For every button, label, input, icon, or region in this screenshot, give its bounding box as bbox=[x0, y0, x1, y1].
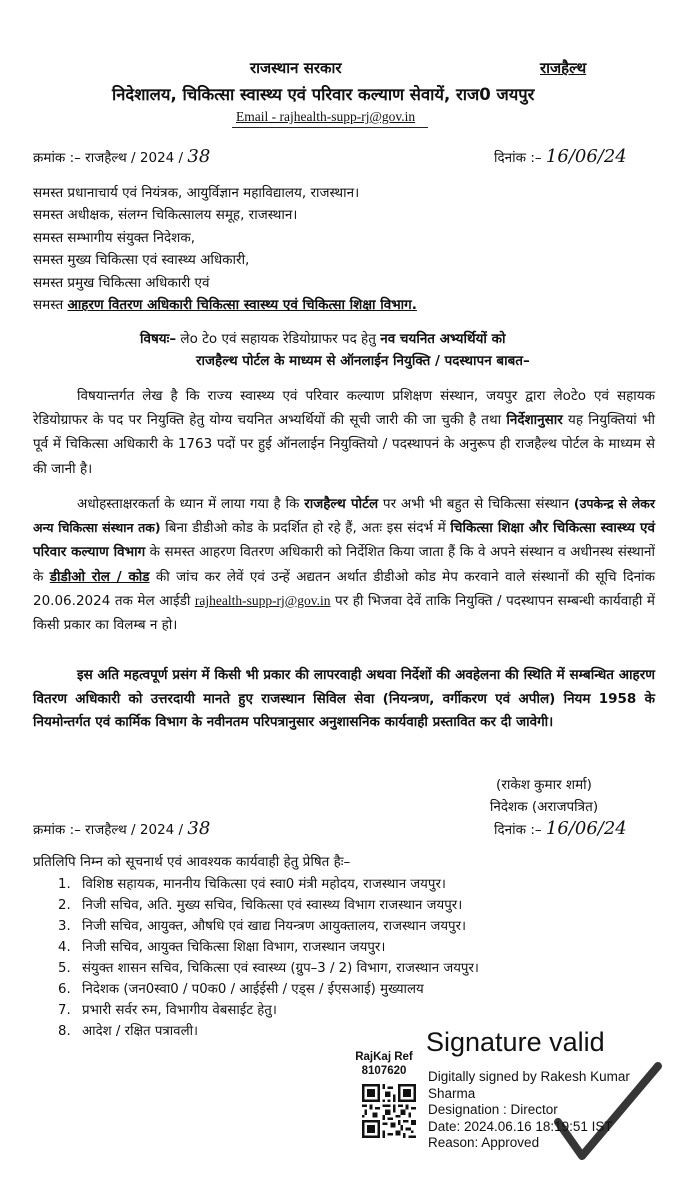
addressee-line: समस्त मुख्य चिकित्सा एवं स्वास्थ्य अधिकारी, bbox=[33, 252, 250, 269]
subject-block bbox=[140, 328, 660, 372]
para2-text: अधोहस्ताक्षरकर्ता के ध्यान में लाया गया है कि bbox=[77, 496, 305, 512]
item-text: निजी सचिव, आयुक्त चिकित्सा शिक्षा विभाग, राजस्थान जयपुर। bbox=[82, 940, 386, 955]
item-text: निजी सचिव, अति. मुख्य सचिव, चिकित्सा एवं स्वास्थ्य विभाग राजस्थान जयपुर। bbox=[82, 898, 463, 913]
paragraph-3-warning: इस अति महत्वपूर्ण प्रसंग में किसी भी प्रकार की लापरवाही अथवा निर्देशों की अवहेलना की स्थिति में सम्बन्धित आहरण वितरण अधिकारी को उत्तरदायी मानते हुए राजस्थान सिविल सेवा (नियन्त्रण, वर्गीकरण एवं अपील) नियम 1958 के नियमोन्तर्गत एवं कार्मिक विभाग के नवीनतम परिपत्रानुसार अनुशासनिक कार्यवाही प्रस्तावित कर दी जावेगी। bbox=[33, 667, 655, 730]
signature-valid-title: Signature valid bbox=[426, 1027, 605, 1057]
copy-list-item bbox=[58, 895, 462, 916]
para1-text: विषयान्तर्गत लेख है कि राज्य स्वास्थ्य एवं परिवार कल्याण प्रशिक्षण संस्थान, जयपुर द्वारा लेoटेo एवं सहायक रेडियोग्राफर के पद पर नियुक्ति हेतु योग्य चयनित अभ्यर्थियों की सूची जारी की जा चुकी है तथा bbox=[33, 388, 655, 429]
signatory-block bbox=[446, 774, 642, 818]
copy-list-item bbox=[58, 1021, 198, 1042]
para1-text-end: यह नियुक्तियां भी पूर्व में चिकित्सा अधिकारी के 1763 पदों पर हुई ऑनलाईन नियुक्तियो / पदस्थापनं के अनुरूप ही राजहैल्थ पोर्टल के माध्यम से की जानी है। bbox=[33, 412, 656, 477]
reference-date-copy bbox=[494, 818, 627, 839]
item-number: 8. bbox=[58, 1024, 71, 1039]
para2-text-end: पर ही भिजवा देवें ताकि नियुक्ति / पदस्थापन सम्बन्धी कार्यवाही में किसी प्रकार का विलम्ब न हो। bbox=[33, 592, 655, 634]
subject-line-2: राजहैल्थ पोर्टल के माध्यम से ऑनलाईन नियुक्ति / पदस्थापन बाबत– bbox=[196, 353, 530, 369]
paragraph-1 bbox=[33, 384, 655, 481]
subject-text-b: नव चयनित अभ्यर्थियों को bbox=[380, 331, 506, 347]
para2-bold-portal: राजहैल्थ पोर्टल bbox=[304, 496, 379, 512]
date-label: दिनांक :– bbox=[494, 822, 542, 838]
para2-text: बिना डीडीओ कोड के प्रदर्शित हो रहे हैं, अतः इस संदर्भ में bbox=[160, 520, 451, 537]
reference-number-copy bbox=[33, 818, 210, 839]
item-number: 4. bbox=[58, 940, 71, 955]
item-number: 7. bbox=[58, 1003, 71, 1018]
reference-number bbox=[33, 146, 210, 167]
addressee-list bbox=[33, 182, 417, 316]
copy-list-item bbox=[58, 937, 385, 958]
sign-date-line: Date: 2024.06.16 18:19:51 IST bbox=[428, 1118, 613, 1134]
item-number: 6. bbox=[58, 982, 71, 997]
copy-intro: प्रतिलिपि निम्न को सूचनार्थ एवं आवश्यक कार्यवाही हेतु प्रेषित हैः– bbox=[33, 854, 351, 870]
copy-list-item bbox=[58, 916, 466, 937]
rajkaj-ref bbox=[340, 1050, 428, 1078]
copy-list-item bbox=[58, 874, 446, 895]
item-text: निजी सचिव, आयुक्त, औषधि एवं खाद्य नियन्त्रण आयुक्तालय, राजस्थान जयपुर। bbox=[82, 919, 467, 934]
item-text: आदेश / रक्षित पत्रावली। bbox=[82, 1024, 199, 1039]
para1-bold: निर्देशानुसार bbox=[506, 412, 563, 429]
date-handwritten: 16/06/24 bbox=[545, 146, 627, 167]
signatory-designation: निदेशक (अराजपत्रित) bbox=[489, 799, 599, 815]
signer-surname-line: Sharma bbox=[428, 1085, 476, 1101]
reference-label: क्रमांक :– राजहैल्थ / 2024 / bbox=[33, 822, 188, 838]
date-label: दिनांक :– bbox=[494, 150, 542, 166]
item-number: 3. bbox=[58, 919, 71, 934]
addressee-line-last bbox=[33, 294, 417, 316]
addressee-line: समस्त प्रमुख चिकित्सा अधिकारी एवं bbox=[33, 274, 210, 291]
digital-signature-details bbox=[428, 1069, 630, 1152]
para2-text: के समस्त आहरण वितरण अधिकारी को निर्देशित किया जाता हैं कि वे अपने संस्थान व अधीनस्थ संस्थानों के bbox=[33, 544, 656, 585]
subject-label: विषयः– bbox=[140, 331, 177, 347]
rajkaj-number: 8107620 bbox=[361, 1065, 407, 1077]
item-text: निदेशक (जन0स्वा0 / प0क0 / आईईसी / एड्स / ईएसआई) मुख्यालय bbox=[82, 982, 424, 997]
addressee-prefix: समस्त bbox=[33, 297, 68, 314]
reference-label: क्रमांक :– राजहैल्थ / 2024 / bbox=[33, 150, 188, 166]
signed-by-line: Digitally signed by Rakesh Kumar bbox=[428, 1069, 630, 1084]
item-number: 5. bbox=[58, 961, 71, 976]
para2-bold-range: (उपकेन्द्र से लेकर अन्य चिकित्सा संस्थान तक) bbox=[33, 496, 655, 536]
addressee-line: समस्त अधीक्षक, संलग्न चिकित्सालय समूह, राजस्थान। bbox=[33, 207, 298, 224]
header-rule bbox=[232, 127, 428, 128]
copy-list-item bbox=[58, 979, 424, 1000]
addressee-ddo-underlined: आहरण वितरण अधिकारी चिकित्सा स्वास्थ्य एवं चिकित्सा शिक्षा विभाग. bbox=[67, 297, 417, 314]
copy-list-item bbox=[58, 958, 479, 979]
para2-text: पर अभी भी बहुत से चिकित्सा संस्थान bbox=[378, 496, 574, 512]
subject-line-1 bbox=[140, 328, 660, 350]
item-number: 1. bbox=[58, 877, 71, 892]
addressee-line: समस्त सम्भागीय संयुक्त निदेशक, bbox=[33, 229, 195, 246]
item-number: 2. bbox=[58, 898, 71, 913]
reference-handwritten-number: 38 bbox=[187, 818, 211, 839]
reference-date bbox=[494, 146, 627, 167]
para2-email-link[interactable]: rajhealth-supp-rj@gov.in bbox=[194, 592, 331, 608]
reference-handwritten-number: 38 bbox=[187, 146, 211, 167]
header-email: Email - rajhealth-supp-rj@gov.in bbox=[236, 109, 416, 124]
para2-bold-dept: चिकित्सा शिक्षा और चिकित्सा स्वास्थ्य एवं परिवार कल्याण विभाग bbox=[33, 520, 655, 561]
copy-list-item bbox=[58, 1000, 277, 1021]
signatory-name: (राकेश कुमार शर्मा) bbox=[496, 777, 592, 793]
rajkaj-label: RajKaj Ref bbox=[355, 1051, 413, 1063]
reason-line: Reason: Approved bbox=[428, 1135, 540, 1151]
item-text: विशिष्ठ सहायक, माननीय चिकित्सा एवं स्वा0 मंत्री महोदय, राजस्थान जयपुर। bbox=[82, 877, 446, 892]
qr-code-icon bbox=[362, 1082, 416, 1140]
govt-name: राजस्थान सरकार bbox=[250, 59, 342, 77]
item-text: प्रभारी सर्वर रुम, विभागीय वेबसाईट हेतु। bbox=[82, 1003, 277, 1018]
item-text: संयुक्त शासन सचिव, चिकित्सा एवं स्वास्थ्य (ग्रुप–3 / 2) विभाग, राजस्थान जयपुर। bbox=[82, 961, 479, 976]
addressee-line: समस्त प्रधानाचार्य एवं नियंत्रक, आयुर्विज्ञान महाविद्यालय, राजस्थान। bbox=[33, 185, 360, 201]
para2-text: की जांच कर लेवें एवं उन्हें अद्यतन अर्थात डीडीओ कोड मेप करवाने वाले संस्थानों की सूचि दिनांक 20.06.2024 तक मेल आईडी bbox=[33, 568, 655, 609]
designation-line: Designation : Director bbox=[428, 1102, 558, 1118]
paragraph-2 bbox=[33, 492, 655, 637]
para2-ddo-code: डीडीओ रोल / कोड bbox=[49, 568, 150, 585]
rajhealth-logo-text: राजहैल्थ bbox=[540, 59, 587, 77]
date-handwritten: 16/06/24 bbox=[545, 818, 627, 839]
directorate-title: निदेशालय, चिकित्सा स्वास्थ्य एवं परिवार कल्याण सेवायें, राज0 जयपुर bbox=[112, 85, 535, 104]
subject-text-a: लेo टेo एवं सहायक रेडियोग्राफर पद हेतु bbox=[180, 331, 381, 347]
